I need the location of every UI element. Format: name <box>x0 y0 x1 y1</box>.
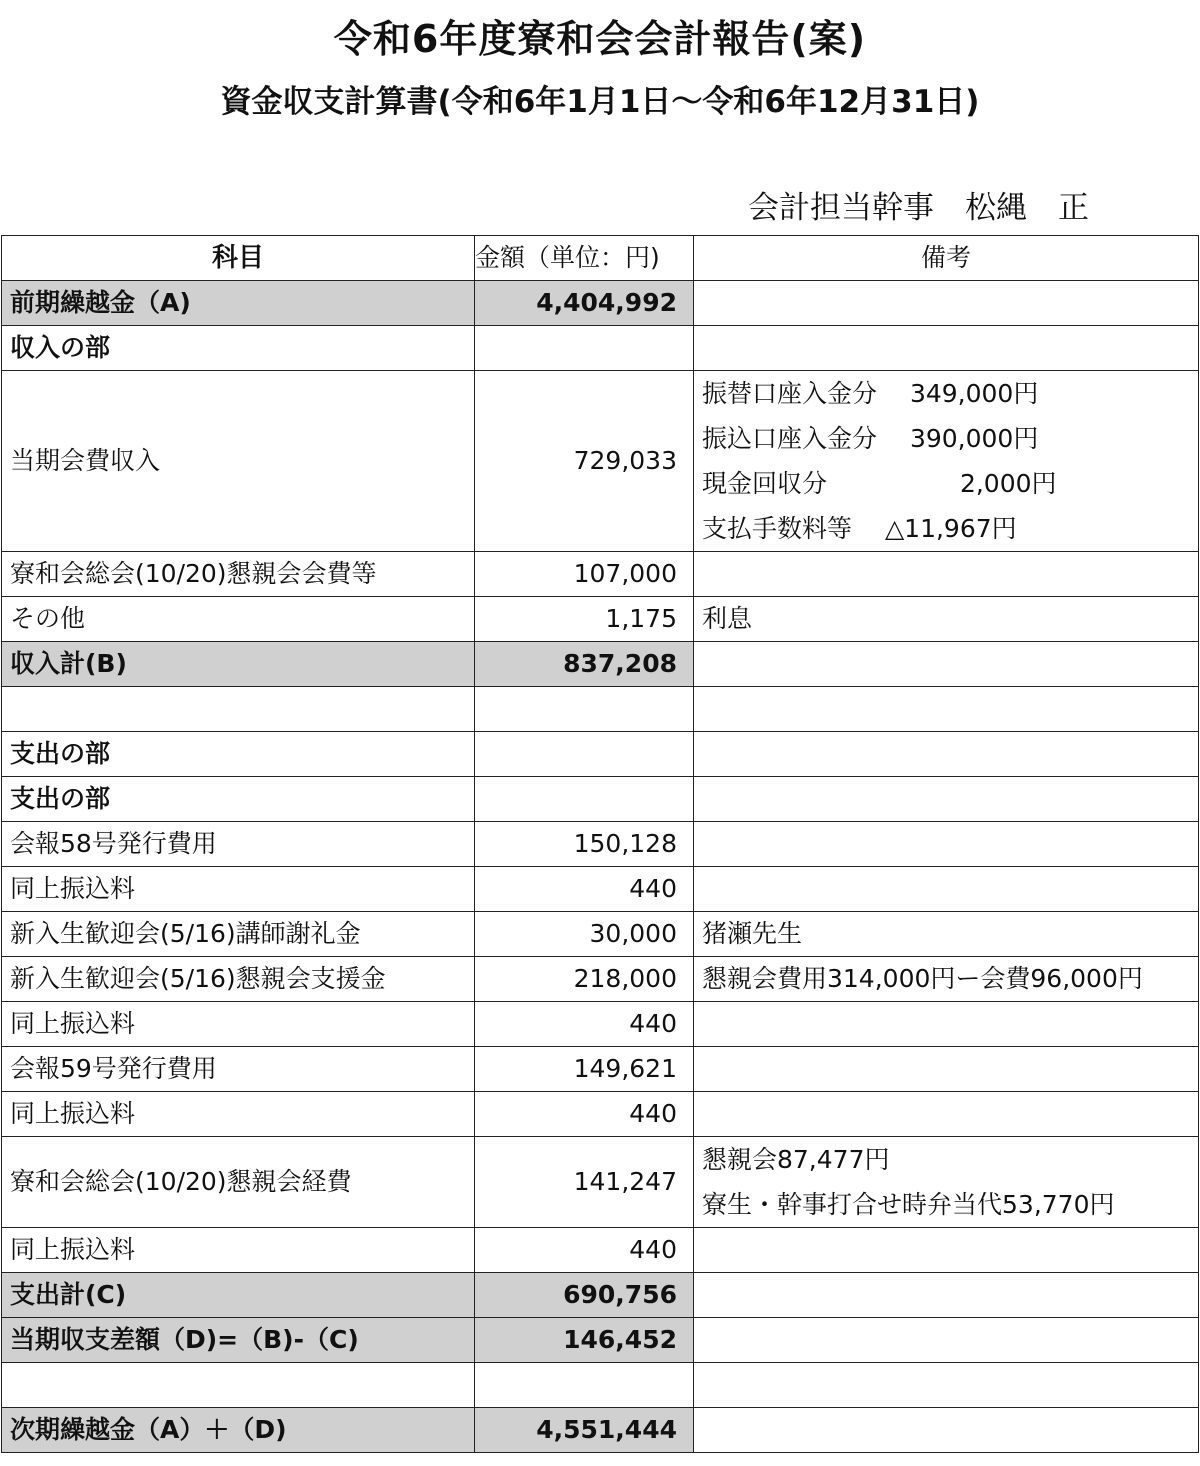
table-row <box>2 552 1199 597</box>
table-row <box>2 867 1199 912</box>
row-note <box>694 1228 1199 1273</box>
table-row <box>2 777 1199 822</box>
row-amount: 440 <box>475 1228 694 1273</box>
row-note: 利息 <box>694 597 1199 642</box>
row-label: 次期繰越金（A）＋（D) <box>2 1408 475 1453</box>
row-label: 同上振込料 <box>2 867 475 912</box>
row-note <box>694 1092 1199 1137</box>
table-row <box>2 1092 1199 1137</box>
table-row <box>2 1002 1199 1047</box>
row-label: 同上振込料 <box>2 1092 475 1137</box>
row-label <box>2 687 475 732</box>
row-label: 寮和会総会(10/20)懇親会会費等 <box>2 552 475 597</box>
row-note <box>694 1002 1199 1047</box>
header-subject: 科目 <box>2 236 475 281</box>
table-row <box>2 597 1199 642</box>
row-note <box>694 867 1199 912</box>
row-note <box>694 732 1199 777</box>
table-row <box>2 1047 1199 1092</box>
row-label: 新入生歓迎会(5/16)懇親会支援金 <box>2 957 475 1002</box>
empty-row <box>2 687 1199 732</box>
row-amount: 729,033 <box>475 371 694 552</box>
row-label: 収入計(B) <box>2 642 475 687</box>
section-label: 支出の部 <box>2 777 475 822</box>
row-amount <box>475 777 694 822</box>
row-note <box>694 1408 1199 1453</box>
row-amount <box>475 1363 694 1408</box>
table-row <box>2 326 1199 371</box>
row-amount <box>475 732 694 777</box>
row-note <box>694 822 1199 867</box>
table-row <box>2 957 1199 1002</box>
row-label <box>2 1363 475 1408</box>
report-title: 令和6年度寮和会会計報告(案) <box>333 17 867 61</box>
row-label: 前期繰越金（A) <box>2 281 475 326</box>
row-amount: 1,175 <box>475 597 694 642</box>
table-row <box>2 281 1199 326</box>
row-amount: 440 <box>475 1002 694 1047</box>
row-amount: 149,621 <box>475 1047 694 1092</box>
row-amount: 4,551,444 <box>475 1408 694 1453</box>
row-label: 同上振込料 <box>2 1002 475 1047</box>
row-note <box>694 371 1199 552</box>
empty-row <box>2 1363 1199 1408</box>
row-note: 猪瀬先生 <box>694 912 1199 957</box>
note-line: 支払手数料等 △11,967円 <box>702 514 1017 543</box>
row-note <box>694 1047 1199 1092</box>
row-label: 支出計(C) <box>2 1273 475 1318</box>
table-row <box>2 1137 1199 1228</box>
row-label: その他 <box>2 597 475 642</box>
row-note <box>694 552 1199 597</box>
financial-statement-table <box>1 235 1199 1453</box>
row-label: 会報58号発行費用 <box>2 822 475 867</box>
row-label: 会報59号発行費用 <box>2 1047 475 1092</box>
row-note: 懇親会費用314,000円ー会費96,000円 <box>694 957 1199 1002</box>
row-note <box>694 642 1199 687</box>
row-label: 新入生歓迎会(5/16)講師謝礼金 <box>2 912 475 957</box>
table-header-row <box>2 236 1199 281</box>
row-note <box>694 1273 1199 1318</box>
note-line: 振込口座入金分 390,000円 <box>702 424 1039 453</box>
table-row <box>2 1408 1199 1453</box>
row-amount: 141,247 <box>475 1137 694 1228</box>
row-amount: 4,404,992 <box>475 281 694 326</box>
note-line: 寮生・幹事打合せ時弁当代53,770円 <box>702 1190 1115 1219</box>
row-amount <box>475 687 694 732</box>
row-note <box>694 281 1199 326</box>
row-label: 当期会費収入 <box>2 371 475 552</box>
header-notes: 備考 <box>694 236 1199 281</box>
row-note <box>694 687 1199 732</box>
table-row <box>2 912 1199 957</box>
row-amount: 30,000 <box>475 912 694 957</box>
row-note <box>694 1318 1199 1363</box>
row-amount <box>475 326 694 371</box>
table-row <box>2 1273 1199 1318</box>
note-line: 現金回収分 2,000円 <box>702 469 1057 498</box>
table-row <box>2 371 1199 552</box>
row-amount: 218,000 <box>475 957 694 1002</box>
row-amount: 440 <box>475 867 694 912</box>
section-label: 支出の部 <box>2 732 475 777</box>
table-row <box>2 822 1199 867</box>
table-row <box>2 1318 1199 1363</box>
note-line: 振替口座入金分 349,000円 <box>702 379 1039 408</box>
row-amount: 107,000 <box>475 552 694 597</box>
row-amount: 837,208 <box>475 642 694 687</box>
row-label: 寮和会総会(10/20)懇親会経費 <box>2 1137 475 1228</box>
row-note <box>694 1137 1199 1228</box>
row-amount: 690,756 <box>475 1273 694 1318</box>
table-row <box>2 642 1199 687</box>
table-row <box>2 732 1199 777</box>
row-amount: 440 <box>475 1092 694 1137</box>
row-label: 同上振込料 <box>2 1228 475 1273</box>
row-note <box>694 326 1199 371</box>
section-label: 収入の部 <box>2 326 475 371</box>
author-line: 会計担当幹事 松縄 正 <box>748 190 1089 226</box>
report-subtitle: 資金収支計算書(令和6年1月1日～令和6年12月31日) <box>220 84 980 120</box>
table-row <box>2 1228 1199 1273</box>
row-label: 当期収支差額（D)=（B)-（C) <box>2 1318 475 1363</box>
row-note <box>694 1363 1199 1408</box>
note-line: 懇親会87,477円 <box>702 1145 890 1174</box>
row-amount: 150,128 <box>475 822 694 867</box>
row-amount: 146,452 <box>475 1318 694 1363</box>
header-amount: 金額（単位：円) <box>475 236 694 281</box>
row-note <box>694 777 1199 822</box>
